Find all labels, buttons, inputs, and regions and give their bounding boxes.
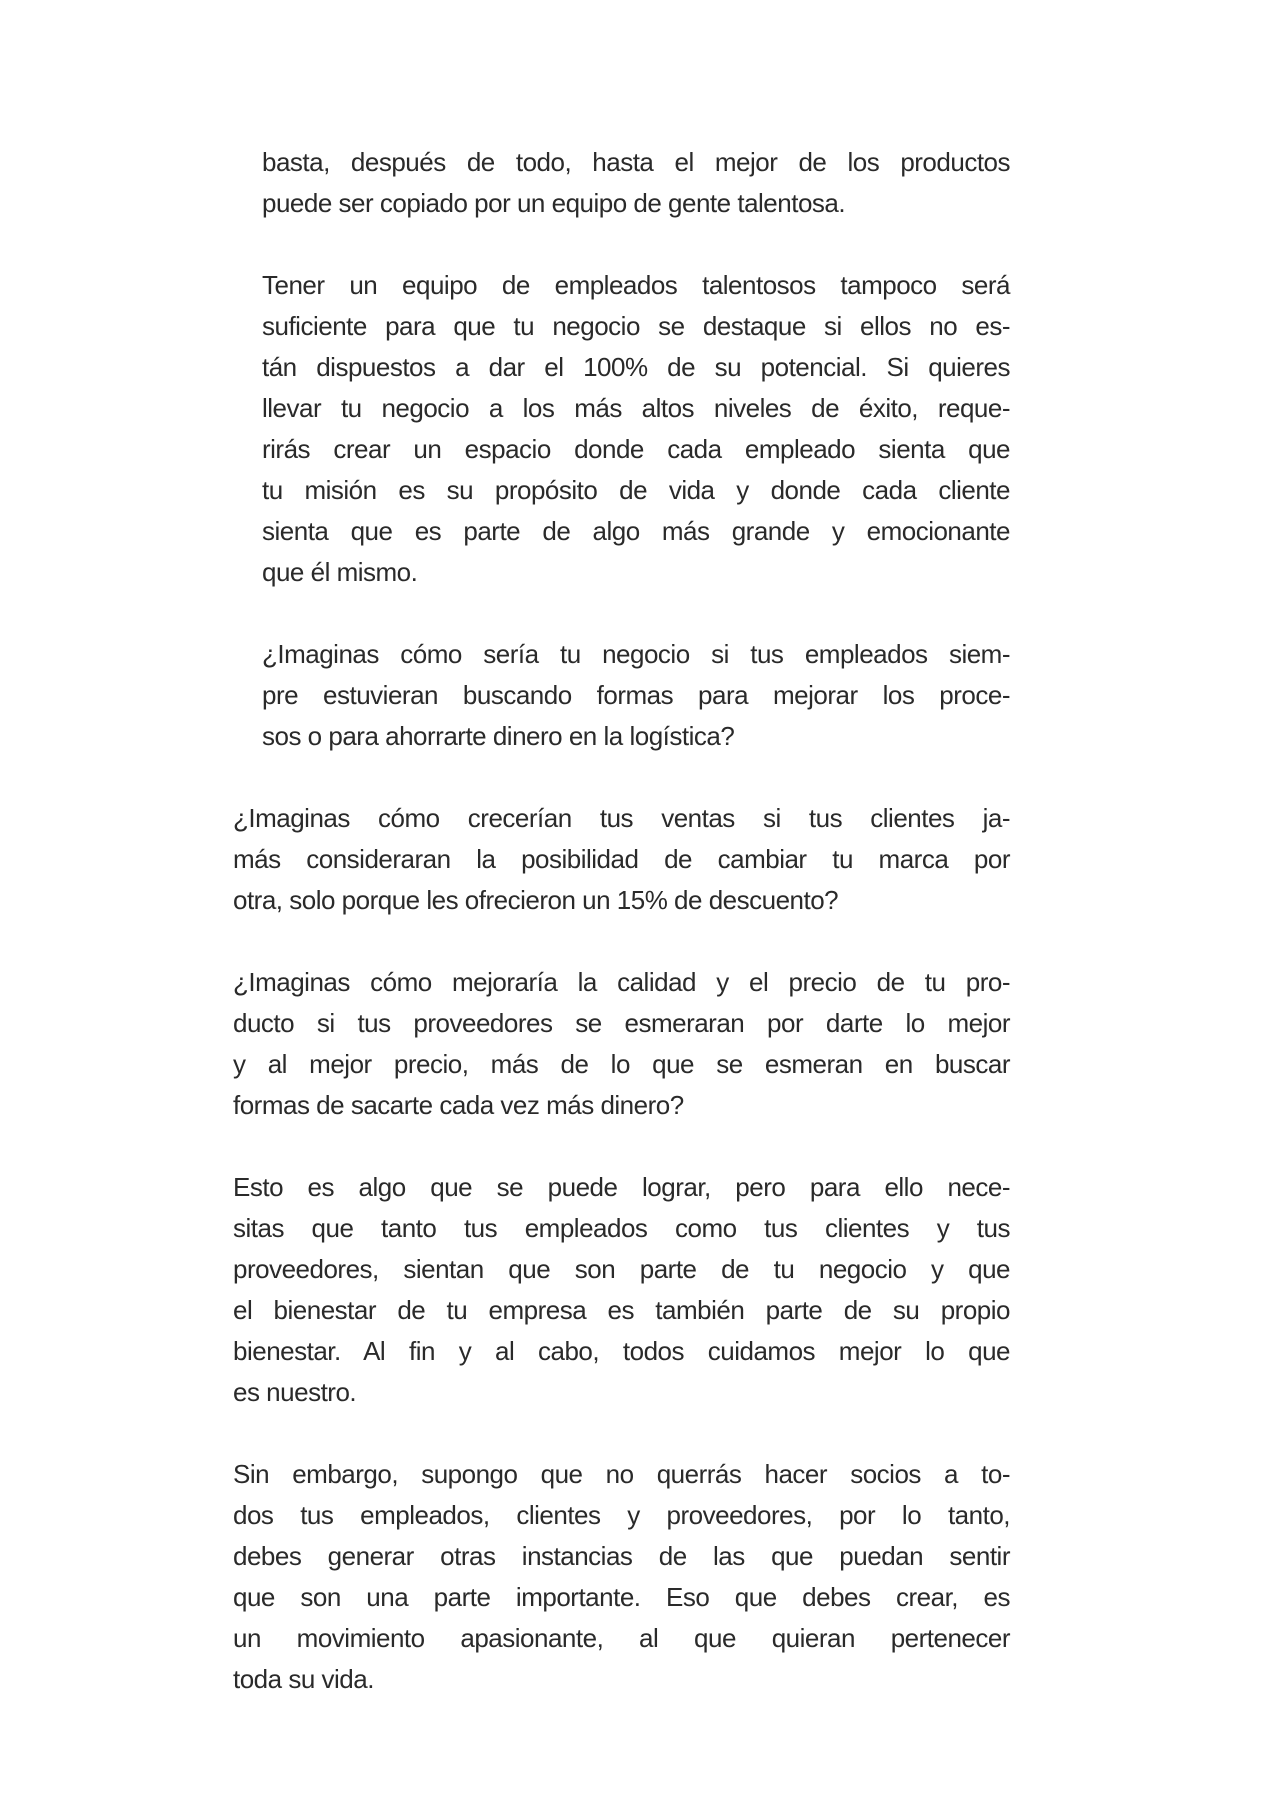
text-line: tán dispuestos a dar el 100% de su potencial. Si quieres [262,352,1010,382]
paragraph-7 [233,1454,1010,1700]
text-line: basta, después de todo, hasta el mejor de los productos [262,147,1010,177]
text-line: ¿Imaginas cómo mejoraría la calidad y el precio de tu pro- [233,967,1010,997]
text-line: tu misión es su propósito de vida y donde cada cliente [262,475,1010,505]
paragraph-5 [233,962,1010,1126]
text-line: llevar tu negocio a los más altos niveles de éxito, reque- [262,393,1010,423]
paragraph-2 [233,265,1010,593]
text-line: y al mejor precio, más de lo que se esmeran en buscar [233,1049,1010,1079]
text-line: sienta que es parte de algo más grande y emocionante [262,516,1010,546]
text-line: dos tus empleados, clientes y proveedores, por lo tanto, [233,1500,1010,1530]
text-line: Tener un equipo de empleados talentosos tampoco será [262,270,1010,300]
text-line: pre estuvieran buscando formas para mejorar los proce- [262,680,1010,710]
text-line: que son una parte importante. Eso que debes crear, es [233,1582,1010,1612]
text-line: ¿Imaginas cómo sería tu negocio si tus empleados siem- [262,639,1010,669]
paragraph-3 [233,634,1010,757]
text-line: formas de sacarte cada vez más dinero? [233,1090,684,1120]
text-line: un movimiento apasionante, al que quieran pertenecer [233,1623,1010,1653]
text-line: el bienestar de tu empresa es también parte de su propio [233,1295,1010,1325]
text-line: suficiente para que tu negocio se destaque si ellos no es- [262,311,1010,341]
text-line: que él mismo. [262,557,418,587]
text-line: bienestar. Al fin y al cabo, todos cuidamos mejor lo que [233,1336,1010,1366]
paragraph-6 [233,1167,1010,1413]
text-line: proveedores, sientan que son parte de tu negocio y que [233,1254,1010,1284]
text-line: debes generar otras instancias de las que puedan sentir [233,1541,1010,1571]
text-line: Esto es algo que se puede lograr, pero para ello nece- [233,1172,1010,1202]
text-line: otra, solo porque les ofrecieron un 15% de descuento? [233,885,839,915]
text-line: sos o para ahorrarte dinero en la logística? [262,721,735,751]
text-line: rirás crear un espacio donde cada empleado sienta que [262,434,1010,464]
text-line: ¿Imaginas cómo crecerían tus ventas si tus clientes ja- [233,803,1010,833]
text-line: puede ser copiado por un equipo de gente talentosa. [262,188,846,218]
text-line: más consideraran la posibilidad de cambiar tu marca por [233,844,1010,874]
text-column [233,142,1010,1741]
text-line: es nuestro. [233,1377,357,1407]
paragraph-4 [233,798,1010,921]
paragraph-1 [233,142,1010,224]
text-line: sitas que tanto tus empleados como tus clientes y tus [233,1213,1010,1243]
text-line: ducto si tus proveedores se esmeraran por darte lo mejor [233,1008,1010,1038]
text-line: Sin embargo, supongo que no querrás hacer socios a to- [233,1459,1010,1489]
text-line: toda su vida. [233,1664,374,1694]
